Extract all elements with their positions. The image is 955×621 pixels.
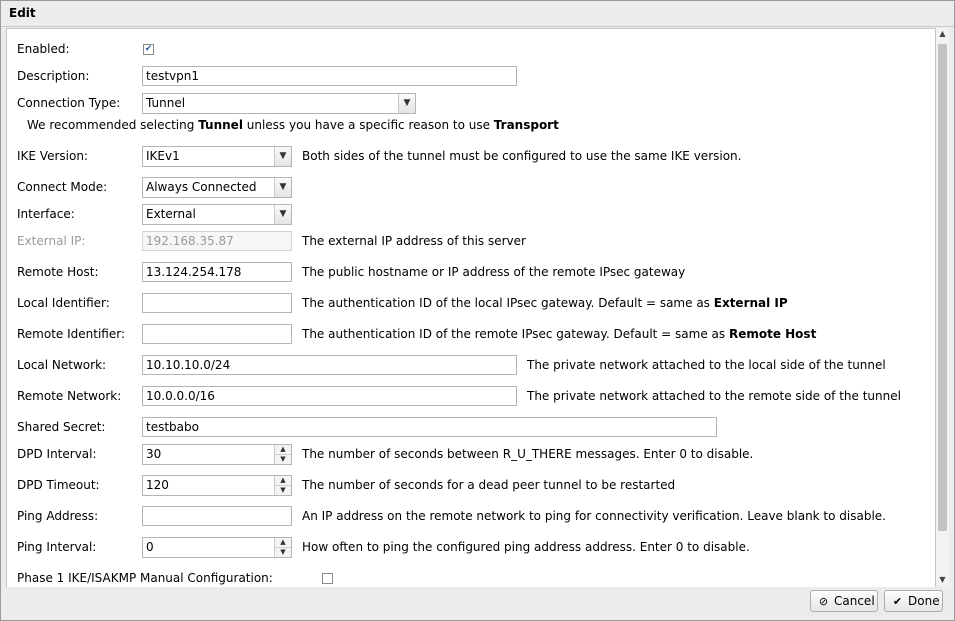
remote-identifier-help-text: The authentication ID of the remote IPsec gateway. Default = same as [302,327,729,341]
ping-address-label: Ping Address: [17,509,99,523]
enabled-label: Enabled: [17,42,70,56]
recommend-text: We recommended selecting [27,118,199,132]
chevron-down-icon: ▼ [274,178,291,197]
ike-version-select[interactable] [142,146,292,167]
chevron-down-icon: ▼ [398,94,415,113]
cancel-label: Cancel [834,594,875,608]
spin-down-icon[interactable]: ▼ [280,548,286,556]
spinner-buttons[interactable] [274,538,291,557]
local-identifier-input[interactable] [142,293,292,313]
dpd-timeout-help: The number of seconds for a dead peer tunnel to be restarted [302,478,676,492]
connection-type-label: Connection Type: [17,96,121,110]
remote-host-input[interactable]: 13.124.254.178 [142,262,292,282]
scroll-down-icon[interactable]: ▼ [939,575,946,584]
remote-host-help: The public hostname or IP address of the remote IPsec gateway [302,265,686,279]
ping-address-help: An IP address on the remote network to ping for connectivity verification. Leave blank to disable. [302,509,886,523]
spin-down-icon[interactable]: ▼ [280,486,286,494]
dpd-interval-value: 30 [146,447,162,461]
done-label: Done [908,594,940,608]
cancel-button[interactable] [810,590,878,612]
local-identifier-help-text: The authentication ID of the local IPsec gateway. Default = same as [302,296,714,310]
external-ip-input: 192.168.35.87 [142,231,292,251]
connect-mode-value: Always Connected [146,180,257,194]
cancel-circle-icon: ⊘ [818,595,829,608]
phase1-manual-label: Phase 1 IKE/ISAKMP Manual Configuration: [17,571,273,585]
shared-secret-input[interactable]: testbabo [142,417,717,437]
local-identifier-help [302,296,788,310]
connect-mode-select[interactable] [142,177,292,198]
dpd-timeout-value: 120 [146,478,169,492]
scroll-up-icon[interactable]: ▲ [939,29,946,38]
spin-up-icon[interactable]: ▲ [275,445,291,455]
dpd-timeout-label: DPD Timeout: [17,478,100,492]
local-identifier-help-bold: External IP [713,296,788,310]
remote-identifier-help-bold: Remote Host [728,327,817,341]
enabled-checkbox[interactable]: ✔ [144,44,153,54]
phase1-manual-checkbox[interactable] [322,573,333,584]
done-button[interactable] [884,590,943,612]
ike-version-help: Both sides of the tunnel must be configured to use the same IKE version. [302,149,742,163]
recommend-text-middle: unless you have a specific reason to use [242,118,494,132]
form-panel [6,28,936,588]
recommend-tunnel: Tunnel [198,118,243,132]
local-network-input[interactable]: 10.10.10.0/24 [142,355,517,375]
interface-label: Interface: [17,207,75,221]
remote-network-input[interactable]: 10.0.0.0/16 [142,386,517,406]
dialog-titlebar [1,1,954,27]
connection-type-value: Tunnel [146,96,186,110]
description-input[interactable]: testvpn1 [142,66,517,86]
remote-network-help: The private network attached to the remote side of the tunnel [527,389,901,403]
connect-mode-label: Connect Mode: [17,180,108,194]
recommend-transport: Transport [493,118,559,132]
remote-network-label: Remote Network: [17,389,122,403]
local-network-help: The private network attached to the local side of the tunnel [527,358,886,372]
scrollbar-thumb[interactable] [938,44,947,531]
connection-type-recommendation [27,118,559,132]
interface-select[interactable] [142,204,292,225]
ike-version-label: IKE Version: [17,149,88,163]
interface-value: External [146,207,196,221]
remote-identifier-help [302,327,816,341]
dpd-interval-label: DPD Interval: [17,447,97,461]
chevron-down-icon: ▼ [274,147,291,166]
spin-up-icon[interactable]: ▲ [275,538,291,548]
remote-identifier-label: Remote Identifier: [17,327,126,341]
dpd-interval-spinner[interactable] [142,444,292,465]
dialog-title: Edit [9,6,36,20]
local-network-label: Local Network: [17,358,107,372]
ike-version-value: IKEv1 [146,149,180,163]
remote-identifier-input[interactable] [142,324,292,344]
external-ip-label: External IP: [17,234,86,248]
spinner-buttons[interactable] [274,445,291,464]
dpd-interval-help: The number of seconds between R_U_THERE messages. Enter 0 to disable. [302,447,754,461]
spinner-buttons[interactable] [274,476,291,495]
chevron-down-icon: ▼ [274,205,291,224]
check-icon: ✔ [892,595,903,608]
spin-down-icon[interactable]: ▼ [280,455,286,463]
vertical-scrollbar[interactable] [936,28,949,586]
description-label: Description: [17,69,90,83]
remote-host-label: Remote Host: [17,265,99,279]
connection-type-select[interactable] [142,93,416,114]
ping-interval-label: Ping Interval: [17,540,97,554]
external-ip-help: The external IP address of this server [302,234,526,248]
ping-interval-help: How often to ping the configured ping address address. Enter 0 to disable. [302,540,750,554]
shared-secret-label: Shared Secret: [17,420,106,434]
ping-interval-spinner[interactable] [142,537,292,558]
ping-address-input[interactable] [142,506,292,526]
spin-up-icon[interactable]: ▲ [275,476,291,486]
local-identifier-label: Local Identifier: [17,296,110,310]
dpd-timeout-spinner[interactable] [142,475,292,496]
dialog-footer [1,587,954,620]
ping-interval-value: 0 [146,540,154,554]
